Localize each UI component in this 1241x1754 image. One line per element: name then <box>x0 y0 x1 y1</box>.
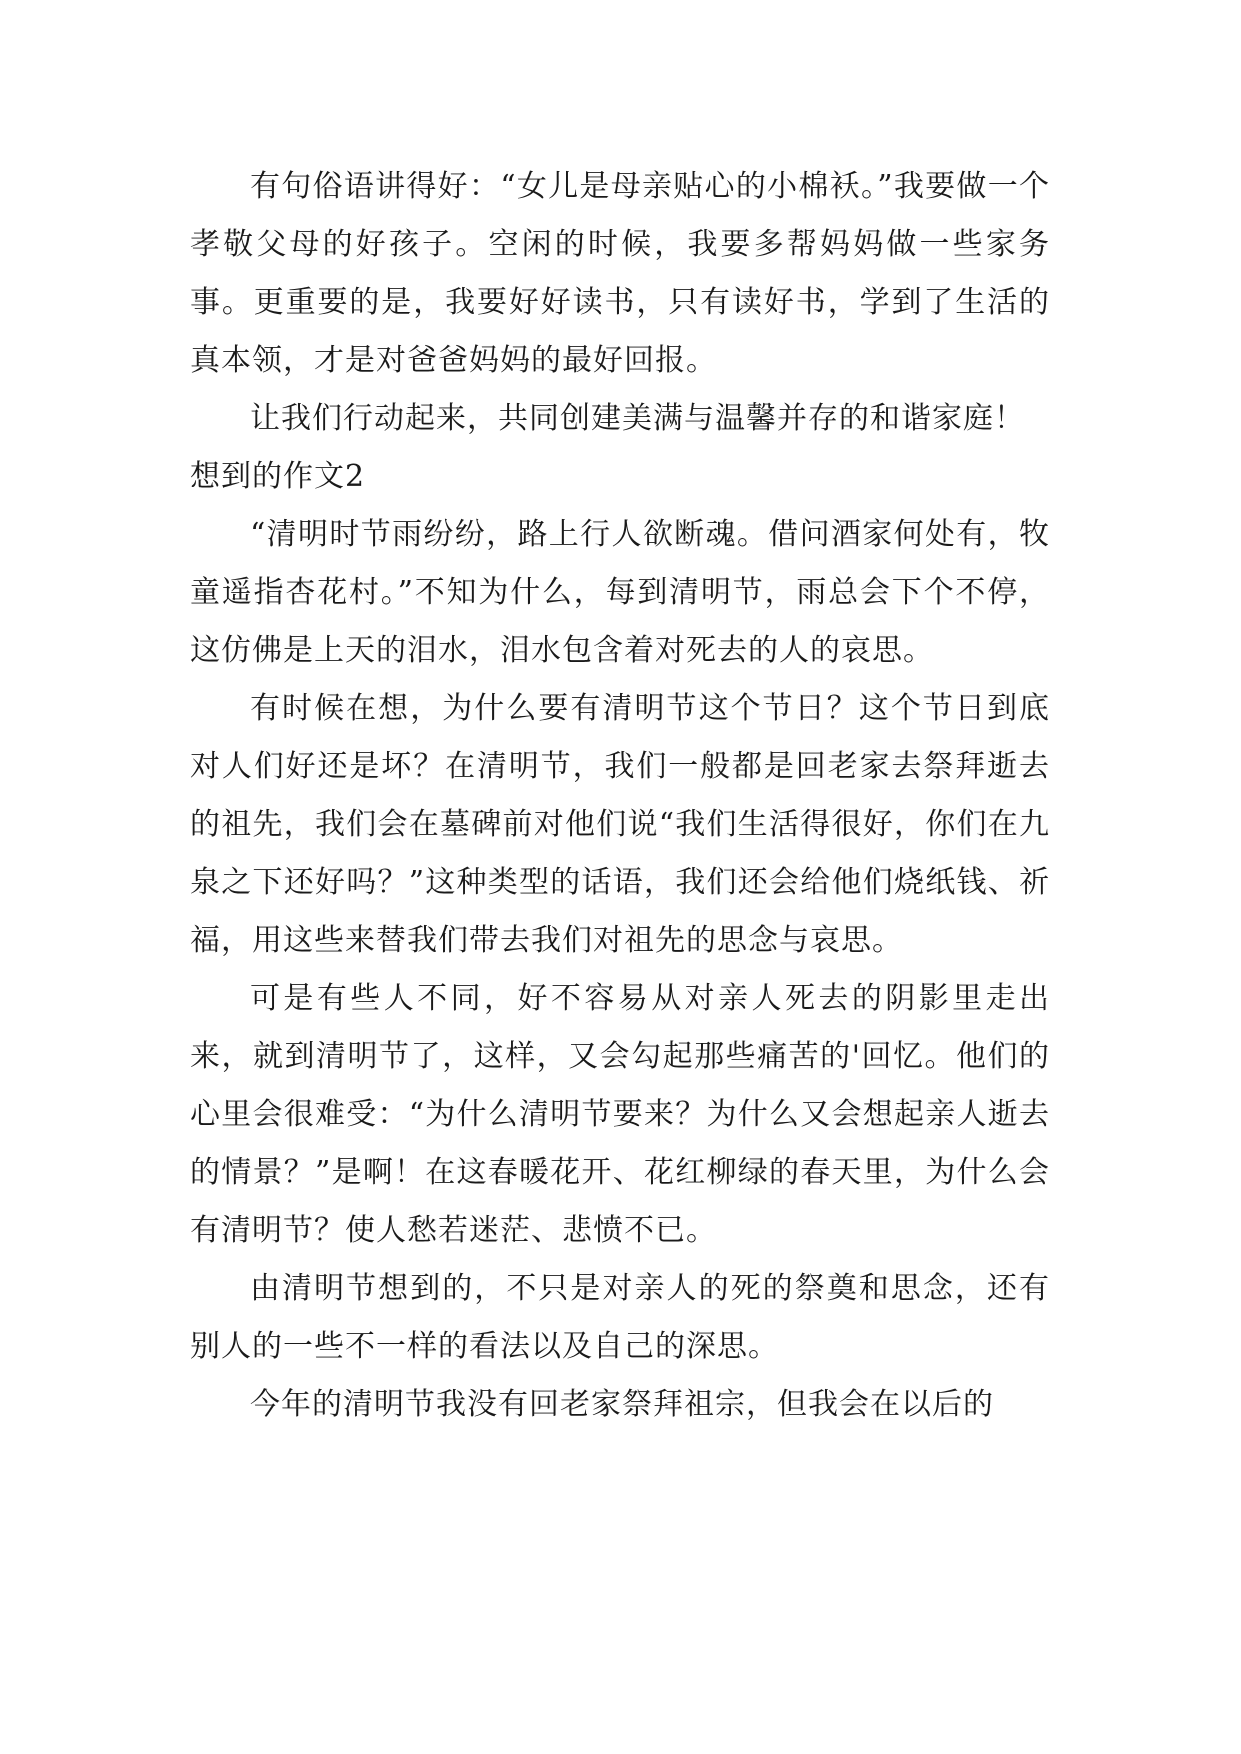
paragraph-filial-duty: 有句俗语讲得好：“女儿是母亲贴心的小棉袄。”我要做一个孝敬父母的好孩子。空闲的时候，我要多帮妈妈做一些家务事。更重要的是，我要好好读书，只有读好书，学到了生活的真本领，才是对爸爸妈妈的最好回报。 <box>190 169 1050 378</box>
section-title: 想到的作文2 <box>190 459 366 494</box>
document-page <box>190 158 1050 1434</box>
paragraph-painful-memories: 可是有些人不同，好不容易从对亲人死去的阴影里走出来，就到清明节了，这样，又会勾起那些痛苦的'回忆。他们的心里会很难受：“为什么清明节要来？为什么又会想起亲人逝去的情景？”是啊！在这春暖花开、花红柳绿的春天里，为什么会有清明节？使人愁若迷茫、悲愤不已。 <box>190 981 1050 1248</box>
paragraph-reflection: 由清明节想到的，不只是对亲人的死的祭奠和思念，还有别人的一些不一样的看法以及自己的深思。 <box>190 1271 1050 1364</box>
paragraph-why-qingming: 有时候在想，为什么要有清明节这个节日？这个节日到底对人们好还是坏？在清明节，我们一般都是回老家去祭拜逝去的祖先，我们会在墓碑前对他们说“我们生活得很好，你们在九泉之下还好吗？”这种类型的话语，我们还会给他们烧纸钱、祈福，用这些来替我们带去我们对祖先的思念与哀思。 <box>190 691 1050 958</box>
paragraph-harmonious-family: 让我们行动起来，共同创建美满与温馨并存的和谐家庭！ <box>250 401 1025 436</box>
paragraph-qingming-poem: “清明时节雨纷纷，路上行人欲断魂。借问酒家何处有，牧童遥指杏花村。”不知为什么，每到清明节，雨总会下个不停，这仿佛是上天的泪水，泪水包含着对死去的人的哀思。 <box>190 517 1050 668</box>
paragraph-this-year: 今年的清明节我没有回老家祭拜祖宗，但我会在以后的 <box>250 1387 994 1422</box>
